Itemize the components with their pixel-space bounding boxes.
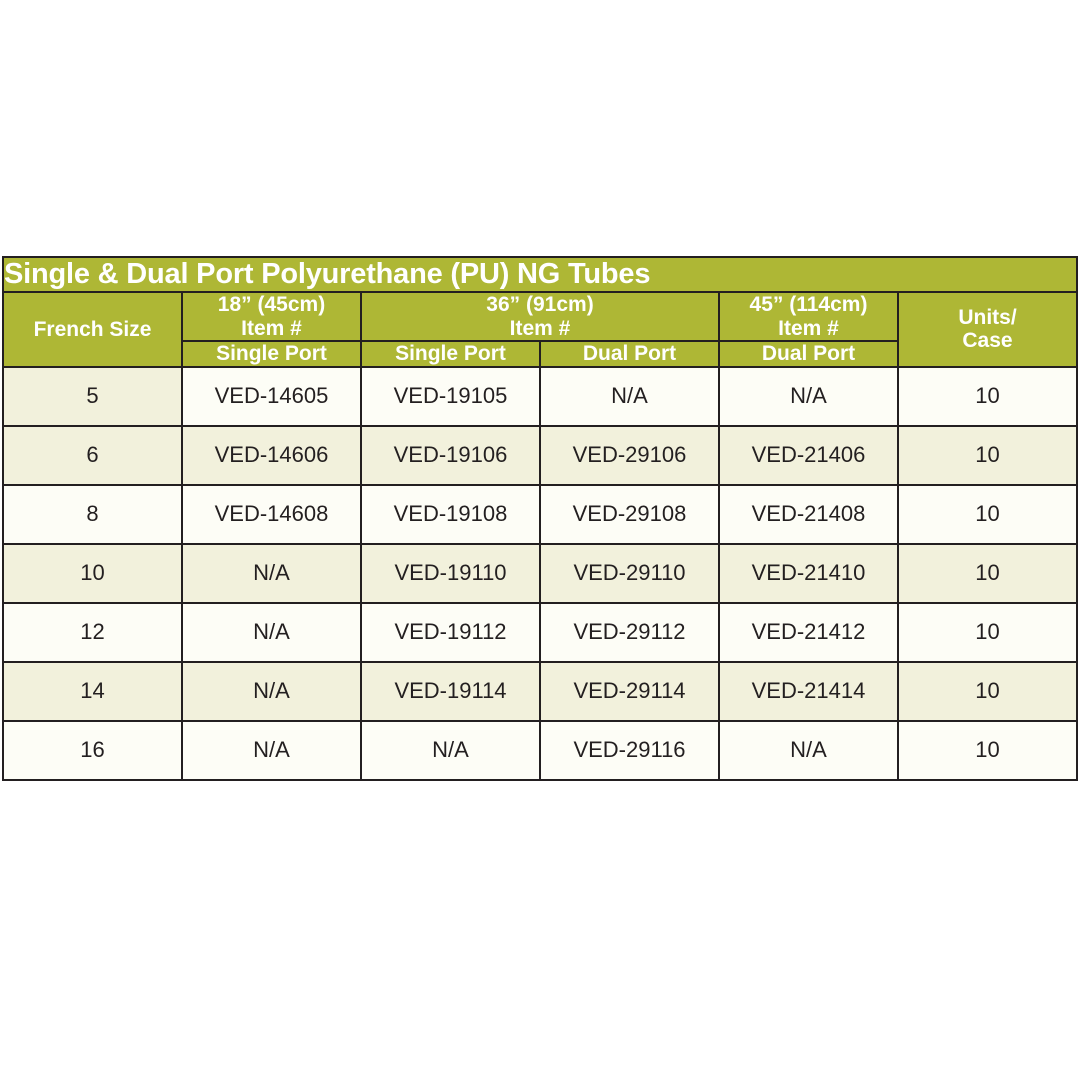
cell-45-dual: N/A: [719, 367, 898, 426]
cell-45-dual: VED-21412: [719, 603, 898, 662]
cell-units: 10: [898, 721, 1077, 780]
cell-45-dual: VED-21406: [719, 426, 898, 485]
header-length-45: [719, 292, 898, 341]
cell-36-dual: VED-29108: [540, 485, 719, 544]
header-units-line1: Units/: [958, 305, 1017, 329]
cell-18-single: N/A: [182, 662, 361, 721]
header-french-size: French Size: [3, 292, 182, 367]
cell-36-dual: VED-29114: [540, 662, 719, 721]
table-row: [3, 603, 1077, 662]
cell-units: 10: [898, 662, 1077, 721]
header-length-18: [182, 292, 361, 341]
cell-36-dual: VED-29116: [540, 721, 719, 780]
cell-18-single: VED-14608: [182, 485, 361, 544]
header-length-36-line2: Item #: [509, 316, 571, 340]
header-length-36-line1: 36” (91cm): [486, 293, 594, 316]
table-row: [3, 544, 1077, 603]
table-title-row: [3, 257, 1077, 292]
cell-36-dual: VED-29106: [540, 426, 719, 485]
subheader-36-single-port: Single Port: [361, 341, 540, 367]
cell-36-dual: VED-29112: [540, 603, 719, 662]
header-length-18-line1: 18” (45cm): [217, 293, 326, 316]
cell-36-single: VED-19112: [361, 603, 540, 662]
cell-36-dual: VED-29110: [540, 544, 719, 603]
cell-36-single: VED-19114: [361, 662, 540, 721]
cell-french-size: 8: [3, 485, 182, 544]
header-length-36: [361, 292, 719, 341]
cell-36-single: VED-19110: [361, 544, 540, 603]
cell-units: 10: [898, 426, 1077, 485]
subheader-36-dual-port: Dual Port: [540, 341, 719, 367]
cell-french-size: 12: [3, 603, 182, 662]
table-row: [3, 367, 1077, 426]
table-row: [3, 485, 1077, 544]
cell-18-single: N/A: [182, 544, 361, 603]
table-group-header-row: [3, 292, 1077, 341]
cell-units: 10: [898, 603, 1077, 662]
cell-18-single: VED-14605: [182, 367, 361, 426]
header-length-45-line1: 45” (114cm): [749, 293, 868, 316]
table-row: [3, 662, 1077, 721]
subheader-45-dual-port: Dual Port: [719, 341, 898, 367]
header-length-45-line2: Item #: [778, 316, 839, 340]
subheader-18-single-port: Single Port: [182, 341, 361, 367]
header-units-line2: Case: [962, 329, 1013, 353]
cell-36-single: N/A: [361, 721, 540, 780]
product-spec-table: [2, 256, 1078, 781]
cell-18-single: N/A: [182, 721, 361, 780]
cell-units: 10: [898, 544, 1077, 603]
table-row: [3, 426, 1077, 485]
cell-french-size: 14: [3, 662, 182, 721]
cell-18-single: N/A: [182, 603, 361, 662]
cell-french-size: 10: [3, 544, 182, 603]
cell-units: 10: [898, 485, 1077, 544]
cell-36-dual: N/A: [540, 367, 719, 426]
header-units-case: [898, 292, 1077, 367]
cell-45-dual: VED-21408: [719, 485, 898, 544]
header-length-18-line2: Item #: [241, 316, 302, 340]
cell-36-single: VED-19108: [361, 485, 540, 544]
table-title: Single & Dual Port Polyurethane (PU) NG Tubes: [3, 257, 1077, 292]
cell-36-single: VED-19106: [361, 426, 540, 485]
table-row: [3, 721, 1077, 780]
cell-36-single: VED-19105: [361, 367, 540, 426]
product-table-container: [2, 256, 1078, 781]
cell-18-single: VED-14606: [182, 426, 361, 485]
cell-units: 10: [898, 367, 1077, 426]
cell-45-dual: VED-21414: [719, 662, 898, 721]
cell-french-size: 6: [3, 426, 182, 485]
cell-45-dual: N/A: [719, 721, 898, 780]
cell-french-size: 16: [3, 721, 182, 780]
cell-45-dual: VED-21410: [719, 544, 898, 603]
cell-french-size: 5: [3, 367, 182, 426]
